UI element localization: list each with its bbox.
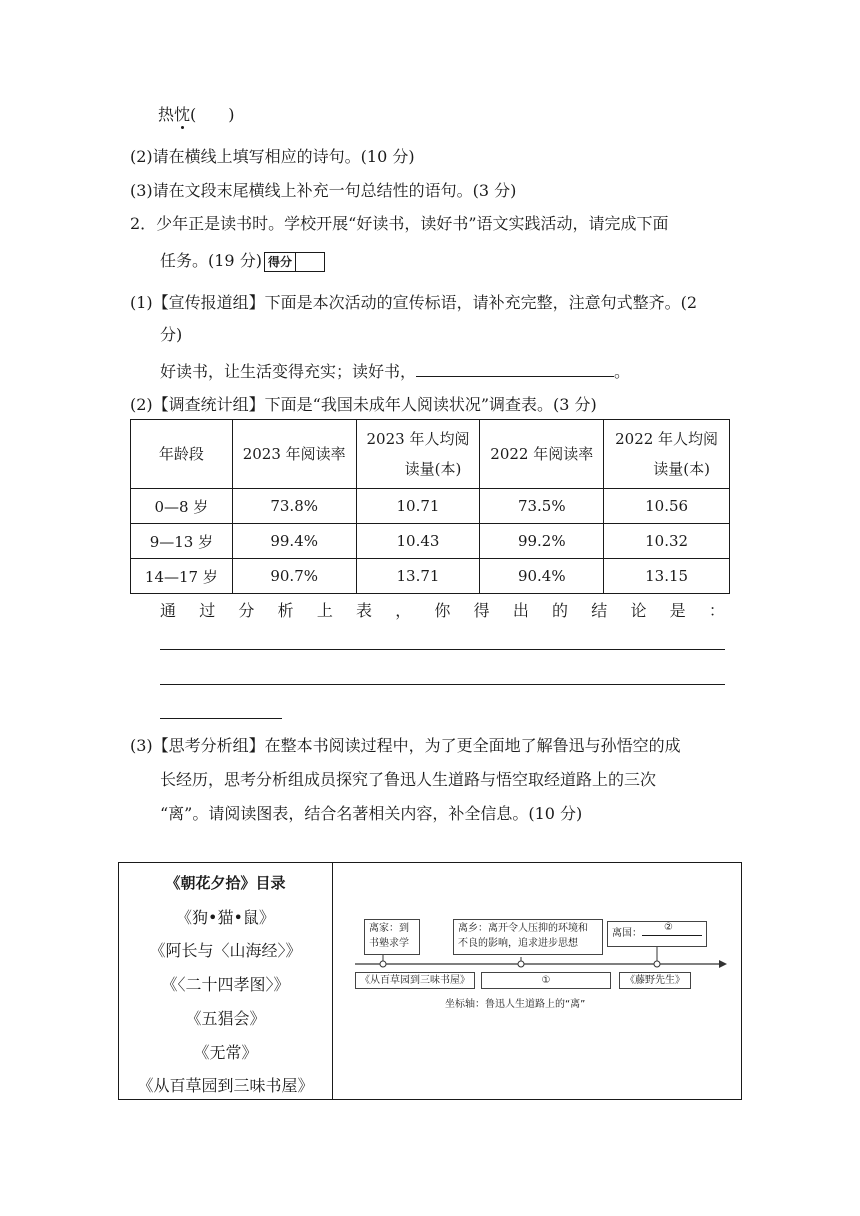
table-cell: 73.5%	[480, 489, 604, 524]
conclusion-char: 过	[199, 601, 216, 620]
table-cell: 13.71	[356, 559, 480, 594]
conclusion-char: 得	[473, 601, 490, 620]
answer-line-1[interactable]	[160, 649, 725, 650]
event-box-leave-home	[364, 919, 420, 955]
header-2022-avg-l2: 读量(本)	[653, 460, 710, 478]
header-2022-rate: 2022 年阅读率	[480, 420, 604, 489]
question-2-line1: 2．少年正是读书时。学校开展“好读书，读好书”语文实践活动，请完成下面	[130, 214, 669, 233]
table-cell: 90.4%	[480, 559, 604, 594]
conclusion-char: 出	[512, 601, 529, 620]
answer-line-3[interactable]	[160, 718, 282, 719]
answer-line-2[interactable]	[160, 684, 725, 685]
reading-survey-table	[130, 419, 730, 594]
score-box	[264, 252, 325, 272]
table-cell: 10.43	[356, 524, 480, 559]
slogan-suffix: 。	[614, 362, 631, 381]
toc-item: 《从百草园到三味书屋》	[137, 1076, 314, 1095]
question-2-line2	[160, 250, 325, 272]
conclusion-char: 上	[316, 601, 333, 620]
table-cell: 14—17 岁	[131, 559, 233, 594]
slogan-prefix: 好读书，让生活变得充实；读好书，	[160, 362, 417, 381]
table-cell: 10.71	[356, 489, 480, 524]
conclusion-char: 论	[630, 601, 647, 620]
event-box-leave-country	[607, 921, 707, 947]
conclusion-char: 你	[434, 601, 451, 620]
score-label: 得分	[265, 253, 296, 271]
conclusion-char: 结	[591, 601, 608, 620]
table-cell: 99.2%	[480, 524, 604, 559]
axis-node-3	[654, 961, 660, 967]
task1-line1: (1)【宣传报道组】下面是本次活动的宣传标语，请补充完整，注意句式整齐。(2	[130, 293, 698, 312]
table-cell: 9—13 岁	[131, 524, 233, 559]
blank-2[interactable]	[642, 923, 702, 936]
toc-item: 《狗•猫•鼠》	[176, 908, 275, 927]
conclusion-prompt	[160, 598, 725, 621]
task2-heading: (2)【调查统计组】下面是“我国未成年人阅读状况”调查表。(3 分)	[130, 395, 597, 414]
top-word-char-b: 忱	[174, 105, 191, 124]
slogan-blank[interactable]	[416, 361, 614, 377]
header-2023-avg-l1: 2023 年人均阅	[366, 430, 470, 448]
axis-node-2	[518, 961, 524, 967]
toc-item: 《阿长与〈山海经〉》	[149, 941, 302, 960]
event-box-leave-home-l1: 离家：到	[369, 923, 409, 934]
table-row	[131, 524, 730, 559]
task3-line3: “离”。请阅读图表，结合名著相关内容，补全信息。(10 分)	[160, 804, 583, 823]
header-2022-avg-l1: 2022 年人均阅	[615, 430, 719, 448]
conclusion-char: 表	[356, 601, 373, 620]
table-cell: 10.56	[604, 489, 730, 524]
header-2023-avg-l2: 读量(本)	[404, 460, 462, 478]
conclusion-char: ：	[708, 601, 725, 620]
header-2023-rate: 2023 年阅读率	[232, 420, 356, 489]
timeline-label-3: 《藤野先生》	[619, 972, 691, 989]
table-cell: 0—8 岁	[131, 489, 233, 524]
top-word	[158, 104, 235, 126]
event-box-leave-country-label: 离国：	[612, 928, 642, 939]
sub-question-2: (2)请在横线上填写相应的诗句。(10 分)	[130, 147, 415, 166]
conclusion-char: ，	[395, 601, 412, 620]
table-cell: 90.7%	[232, 559, 356, 594]
axis-arrow-icon	[719, 960, 727, 968]
toc-item: 《五猖会》	[185, 1009, 266, 1028]
table-cell: 13.15	[604, 559, 730, 594]
header-2023-avg	[356, 420, 480, 489]
event-box-leave-hometown-l1: 离乡：离开令人压抑的环境和	[458, 923, 588, 934]
top-word-paren: ( )	[190, 105, 235, 124]
figure-panel	[118, 862, 742, 1100]
table-row	[131, 489, 730, 524]
toc-title: 《朝花夕拾》目录	[165, 874, 286, 892]
axis-node-1	[380, 961, 386, 967]
task1-line2: 分)	[160, 325, 183, 344]
toc-item: 《无常》	[193, 1043, 258, 1062]
event-box-leave-hometown	[453, 919, 603, 955]
sub-question-3: (3)请在文段末尾横线上补充一句总结性的语句。(3 分)	[130, 181, 517, 200]
table-row	[131, 559, 730, 594]
timeline-label-blank-1[interactable]	[481, 972, 611, 989]
slogan-line	[160, 361, 630, 383]
conclusion-char: 析	[277, 601, 294, 620]
conclusion-char: 分	[238, 601, 255, 620]
conclusion-char: 是	[669, 601, 686, 620]
conclusion-char: 通	[160, 601, 177, 620]
table-cell: 10.32	[604, 524, 730, 559]
table-cell: 99.4%	[232, 524, 356, 559]
timeline-label-1: 《从百草园到三味书屋》	[355, 972, 475, 989]
table-cell: 73.8%	[232, 489, 356, 524]
conclusion-char: 的	[552, 601, 569, 620]
header-2022-avg	[604, 420, 730, 489]
blank-1-mark: ①	[541, 975, 551, 986]
axis-caption: 坐标轴：鲁迅人生道路上的“离”	[445, 999, 586, 1010]
task3-line2: 长经历，思考分析组成员探究了鲁迅人生道路与悟空取经道路上的三次	[160, 770, 657, 789]
toc-item: 《〈二十四孝图〉》	[161, 975, 290, 994]
top-word-char-a: 热	[158, 105, 175, 124]
question-2-points: 任务。(19 分)	[160, 251, 262, 270]
header-age: 年龄段	[131, 420, 233, 489]
blank-2-mark: ②	[664, 922, 673, 933]
event-box-leave-home-l2: 书塾求学	[369, 938, 409, 949]
table-header-row	[131, 420, 730, 489]
score-blank[interactable]	[296, 253, 324, 271]
event-box-leave-hometown-l2: 不良的影响，追求进步思想	[458, 938, 578, 949]
task3-line1: (3)【思考分析组】在整本书阅读过程中，为了更全面地了解鲁迅与孙悟空的成	[130, 736, 681, 755]
